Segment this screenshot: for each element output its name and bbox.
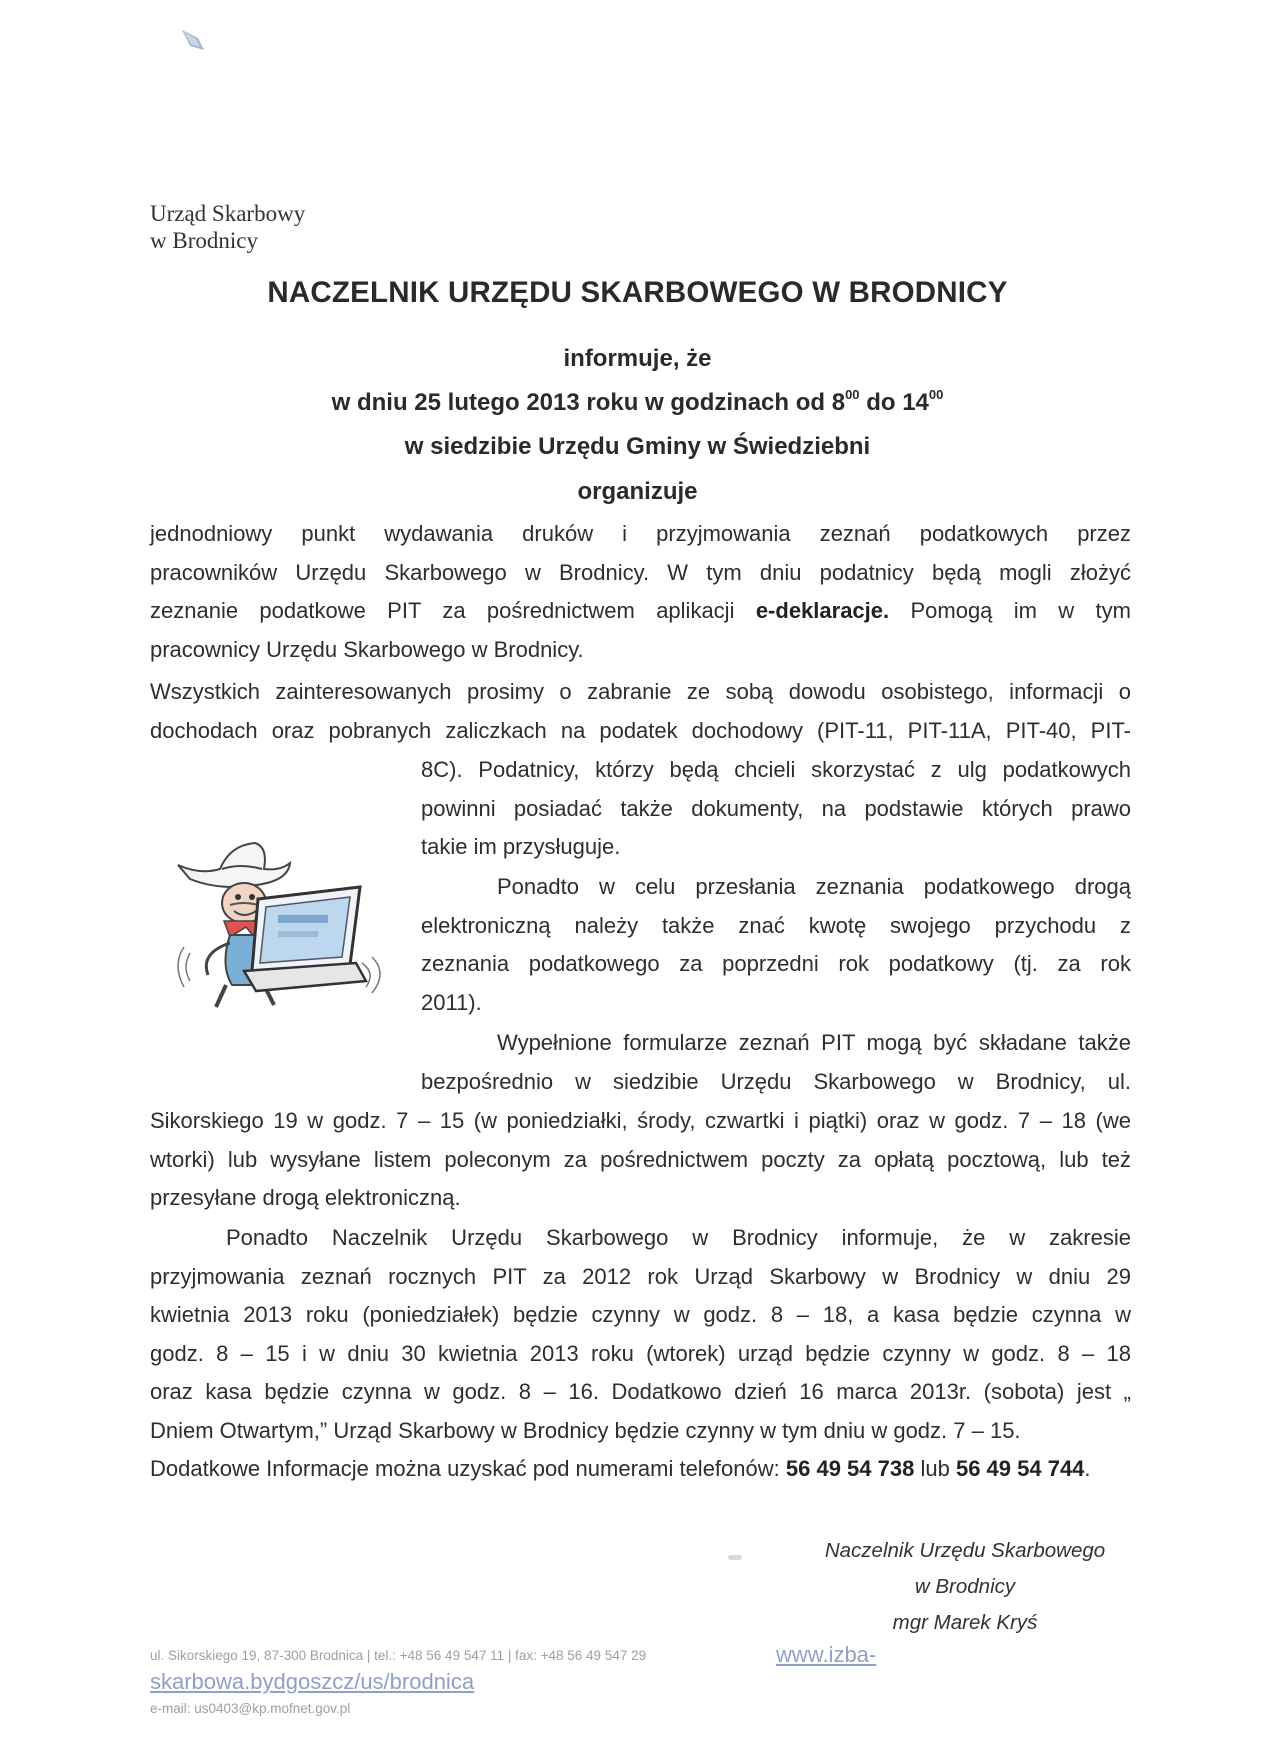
p2-line-1: Wszystkich zainteresowanych prosimy o zabranie ze sobą dowodu osobistego, informacji o [150, 679, 1131, 704]
p4-line-3: Sikorskiego 19 w godz. 7 – 15 (w poniedziałki, środy, czwartki i piątki) oraz w godz. 7 – 18 (we [150, 1108, 1131, 1133]
paragraph-3 [421, 868, 1131, 1022]
e-deklaracje-text: e-deklaracje. [755, 598, 890, 623]
p1-line-4: pracownicy Urzędu Skarbowego w Brodnicy. [150, 636, 584, 662]
p4-line-2: bezpośrednio w siedzibie Urzędu Skarbowego w Brodnicy, ul. [421, 1068, 1131, 1094]
document-title: NACZELNIK URZĘDU SKARBOWEGO W BRODNICY [267, 276, 1008, 309]
p2-line-3: 8C). Podatnicy, którzy będą chcieli skorzystać z ulg podatkowych [421, 757, 1131, 782]
paragraph-2-continued [421, 751, 1131, 867]
p4-line-1: Wypełnione formularze zeznań PIT mogą być składane także [497, 1030, 1131, 1055]
signature-line-1: Naczelnik Urzędu Skarbowego [824, 1539, 1106, 1562]
signature-block [760, 1533, 1170, 1641]
cowboy-laptop-illustration-icon [160, 835, 410, 1010]
p1-line-1: jednodniowy punkt wydawania druków i przyjmowania zeznań podatkowych przez [150, 521, 1131, 546]
p5-line-7c: . [1084, 1456, 1091, 1481]
office-name-line1: Urząd Skarbowy [150, 201, 306, 226]
p3-line-1: Ponadto w celu przesłania zeznania podatkowego drogą [497, 874, 1131, 899]
hour-start-sup: 00 [845, 387, 860, 402]
p5-line-5: oraz kasa będzie czynna w godz. 8 – 16. Dodatkowo dzień 16 marca 2013r. (sobota) jest „ [150, 1379, 1131, 1404]
office-name [150, 200, 305, 254]
p3-line-4: 2011). [421, 989, 482, 1015]
phone-number-2: 56 49 54 744 [955, 1456, 1085, 1481]
p4-line-4: wtorki) lub wysyłane listem poleconym za pośrednictwem poczty za opłatą pocztową, lub też [150, 1146, 1131, 1172]
p5-line-1: Ponadto Naczelnik Urzędu Skarbowego w Brodnicy informuje, że w zakresie [226, 1225, 1131, 1250]
paragraph-4 [421, 1024, 1131, 1101]
paragraph-2 [150, 673, 1131, 750]
p5-line-7 [150, 1450, 1131, 1489]
location-line: w siedzibie Urzędu Gminy w Świedziebni [404, 433, 871, 460]
p1-line-3 [150, 592, 1131, 631]
p2-line-5: takie im przysługuje. [421, 834, 621, 859]
date-line-text-b: do 14 [859, 389, 929, 416]
phone-number-1: 56 49 54 738 [785, 1456, 915, 1481]
signature-line-2: w Brodnicy [914, 1575, 1016, 1598]
p2-line-4: powinni posiadać także dokumenty, na podstawie których prawo [421, 795, 1131, 821]
footer-email: e-mail: us0403@kp.mofnet.gov.pl [150, 1701, 351, 1716]
p5-line-4: godz. 8 – 15 i w dniu 30 kwietnia 2013 roku (wtorek) urząd będzie czynny w godz. 8 – 18 [150, 1340, 1131, 1366]
p5-line-7b: lub [920, 1456, 950, 1481]
paragraph-1 [150, 515, 1131, 669]
hour-end-sup: 00 [928, 387, 944, 402]
p3-line-2: elektroniczną należy także znać kwotę swojego przychodu z [421, 912, 1131, 938]
signature-line-3: mgr Marek Kryś [892, 1611, 1038, 1634]
footer-address: ul. Sikorskiego 19, 87-300 Brodnica | tel.: +48 56 49 547 11 | fax: +48 56 49 547 29 [150, 1648, 647, 1663]
p2-line-2: dochodach oraz pobranych zaliczkach na podatek dochodowy (PIT-11, PIT-11A, PIT-40, PIT- [150, 717, 1131, 743]
p5-line-3: kwietnia 2013 roku (poniedziałek) będzie czynny w godz. 8 – 18, a kasa będzie czynna w [150, 1302, 1131, 1327]
p5-line-7a: Dodatkowe Informacje można uzyskać pod numerami telefonów: [150, 1456, 780, 1481]
p1-line-2: pracowników Urzędu Skarbowego w Brodnicy. W tym dniu podatnicy będą mogli złożyć [150, 559, 1131, 585]
date-line-text-a: w dniu 25 lutego 2013 roku w godzinach od 8 [331, 389, 846, 416]
footer-website-link-part1[interactable]: www.izba- [776, 1642, 877, 1667]
footer-website-link-part2[interactable]: skarbowa.bydgoszcz/us/brodnica [150, 1669, 475, 1694]
office-name-line2: w Brodnicy [150, 228, 258, 253]
corner-mark-icon [180, 28, 206, 52]
p5-line-6: Dniem Otwartym,” Urząd Skarbowy w Brodnicy będzie czynny w tym dniu w godz. 7 – 15. [150, 1417, 1021, 1443]
p4-line-5: przesyłane drogą elektroniczną. [150, 1185, 461, 1210]
informs-line: informuje, że [563, 345, 712, 372]
date-line [0, 389, 1275, 417]
paragraph-4-continued [150, 1102, 1131, 1218]
p1-line-3a: zeznanie podatkowe PIT za pośrednictwem aplikacji [150, 598, 735, 623]
p3-line-3: zeznania podatkowego za poprzedni rok podatkowy (tj. za rok [421, 951, 1131, 976]
organizes-line: organizuje [577, 478, 698, 505]
p1-line-3c: Pomogą im w tym [910, 598, 1131, 623]
scan-speck [728, 1555, 742, 1560]
paragraph-5 [150, 1219, 1131, 1489]
p5-line-2: przyjmowania zeznań rocznych PIT za 2012 rok Urząd Skarbowy w Brodnicy w dniu 29 [150, 1263, 1131, 1289]
